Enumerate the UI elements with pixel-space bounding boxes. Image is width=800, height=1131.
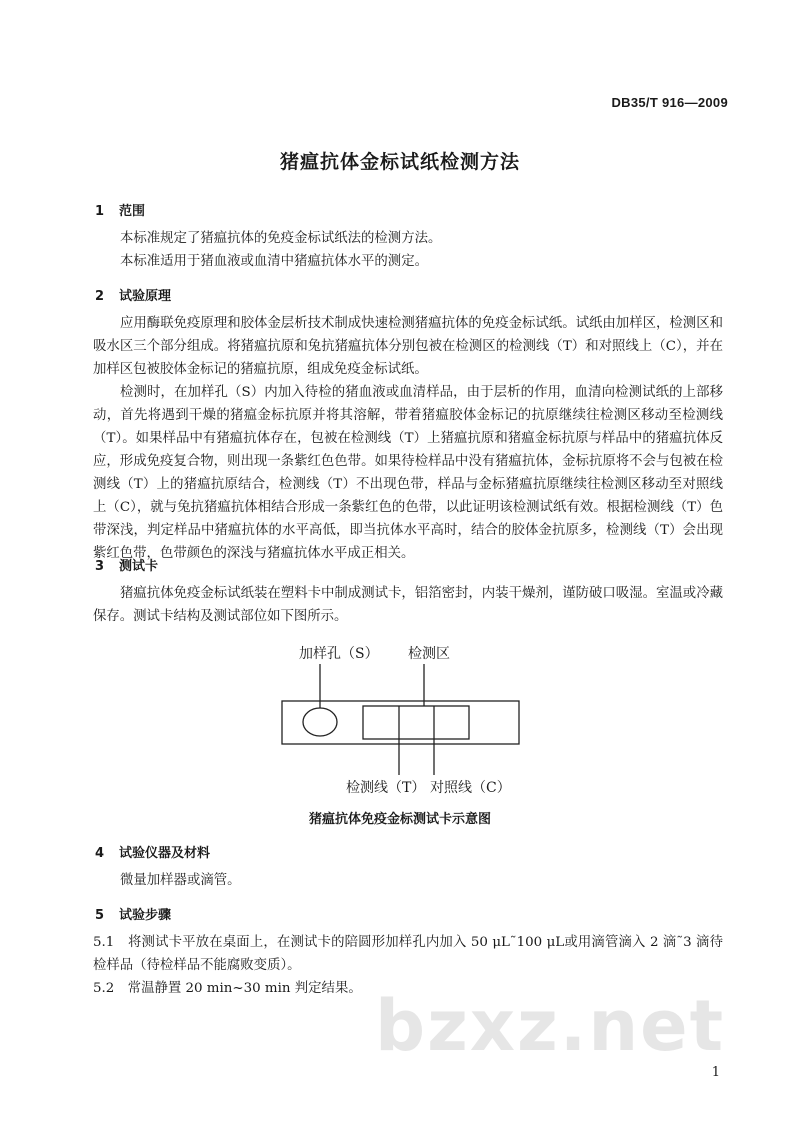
test-line-label: 检测线（T） xyxy=(346,780,426,796)
section-number: 4 xyxy=(95,846,105,861)
step-5-1: 5.1 将测试卡平放在桌面上，在测试卡的陪圆形加样孔内加入 50 μL˜100 μL或用滴管滴入 2 滴˜3 滴待检样品（待检样品不能腐败变质）。 xyxy=(93,935,723,973)
section-title: 试验原理 xyxy=(119,289,172,304)
section-number: 3 xyxy=(95,559,105,574)
section-number: 1 xyxy=(95,204,105,219)
section-4-paragraph-1: 微量加样器或滴管。 xyxy=(120,873,241,888)
detection-zone-box xyxy=(363,706,469,739)
section-5-heading xyxy=(95,904,171,923)
section-4-heading xyxy=(95,842,210,861)
sample-hole-label: 加样孔（S） xyxy=(299,646,379,662)
page-number: 1 xyxy=(711,1065,720,1080)
section-title: 试验仪器及材料 xyxy=(119,846,211,861)
watermark: bzxz.net xyxy=(375,985,726,1067)
section-3-paragraph-1: 猪瘟抗体免疫金标试纸装在塑料卡中制成测试卡，铝箔密封，内装干燥剂，谨防破口吸湿。室温或冷藏保存。测试卡结构及测试部位如下图所示。 xyxy=(93,586,723,624)
step-5-2: 5.2 常温静置 20 min~30 min 判定结果。 xyxy=(93,981,362,996)
control-line-label: 对照线（C） xyxy=(430,780,511,796)
standard-code: DB35/T 916—2009 xyxy=(611,95,728,110)
section-2-paragraph-2: 检测时，在加样孔（S）内加入待检的猪血液或血清样品，由于层析的作用，血清向检测试纸的上部移动，首先将遇到干燥的猪瘟金标抗原并将其溶解，带着猪瘟胶体金标记的抗原继续往检测区移动至检测线（T）。如果样品中有猪瘟抗体存在，包被在检测线（T）上猪瘟抗原和猪瘟金标抗原与样品中的猪瘟抗体反应，形成免疫复合物，则出现一条紫红色色带。如果待检样品中没有猪瘟抗体，金标抗原将不会与包被在检测线（T）上的猪瘟抗原结合，检测线（T）不出现色带，样品与金标猪瘟抗原继续往检测区移动至对照线上（C），就与兔抗猪瘟抗体相结合形成一条紫红色的色带，以此证明该检测试纸有效。根据检测线（T）色带深浅，判定样品中猪瘟抗体的水平高低，即当抗体水平高时，结合的胶体金抗原多，检测线（T）会出现紫红色带，色带颜色的深浅与猪瘟抗体水平成正相关。 xyxy=(93,385,723,561)
detection-zone-label: 检测区 xyxy=(408,646,450,662)
section-number: 2 xyxy=(95,289,105,304)
diagram-caption: 猪瘟抗体免疫金标测试卡示意图 xyxy=(308,812,491,827)
section-2-paragraph-1: 应用酶联免疫原理和胶体金层析技术制成快速检测猪瘟抗体的免疫金标试纸。试纸由加样区，检测区和吸水区三个部分组成。将猪瘟抗原和兔抗猪瘟抗体分别包被在检测区的检测线（T）和对照线上（C），并在加样区包被胶体金标记的猪瘟抗原，组成免疫金标试纸。 xyxy=(93,316,723,377)
sample-hole-circle xyxy=(303,708,337,736)
section-title: 测试卡 xyxy=(119,559,159,574)
document-title: 猪瘟抗体金标试纸检测方法 xyxy=(279,151,520,173)
section-1-paragraph-2: 本标准适用于猪血液或血清中猪瘟抗体水平的测定。 xyxy=(120,254,428,269)
test-card-outline xyxy=(282,701,519,744)
section-title: 试验步骤 xyxy=(119,908,172,923)
section-1-paragraph-1: 本标准规定了猪瘟抗体的免疫金标试纸法的检测方法。 xyxy=(120,231,442,246)
section-title: 范围 xyxy=(119,204,146,219)
section-number: 5 xyxy=(95,908,105,923)
